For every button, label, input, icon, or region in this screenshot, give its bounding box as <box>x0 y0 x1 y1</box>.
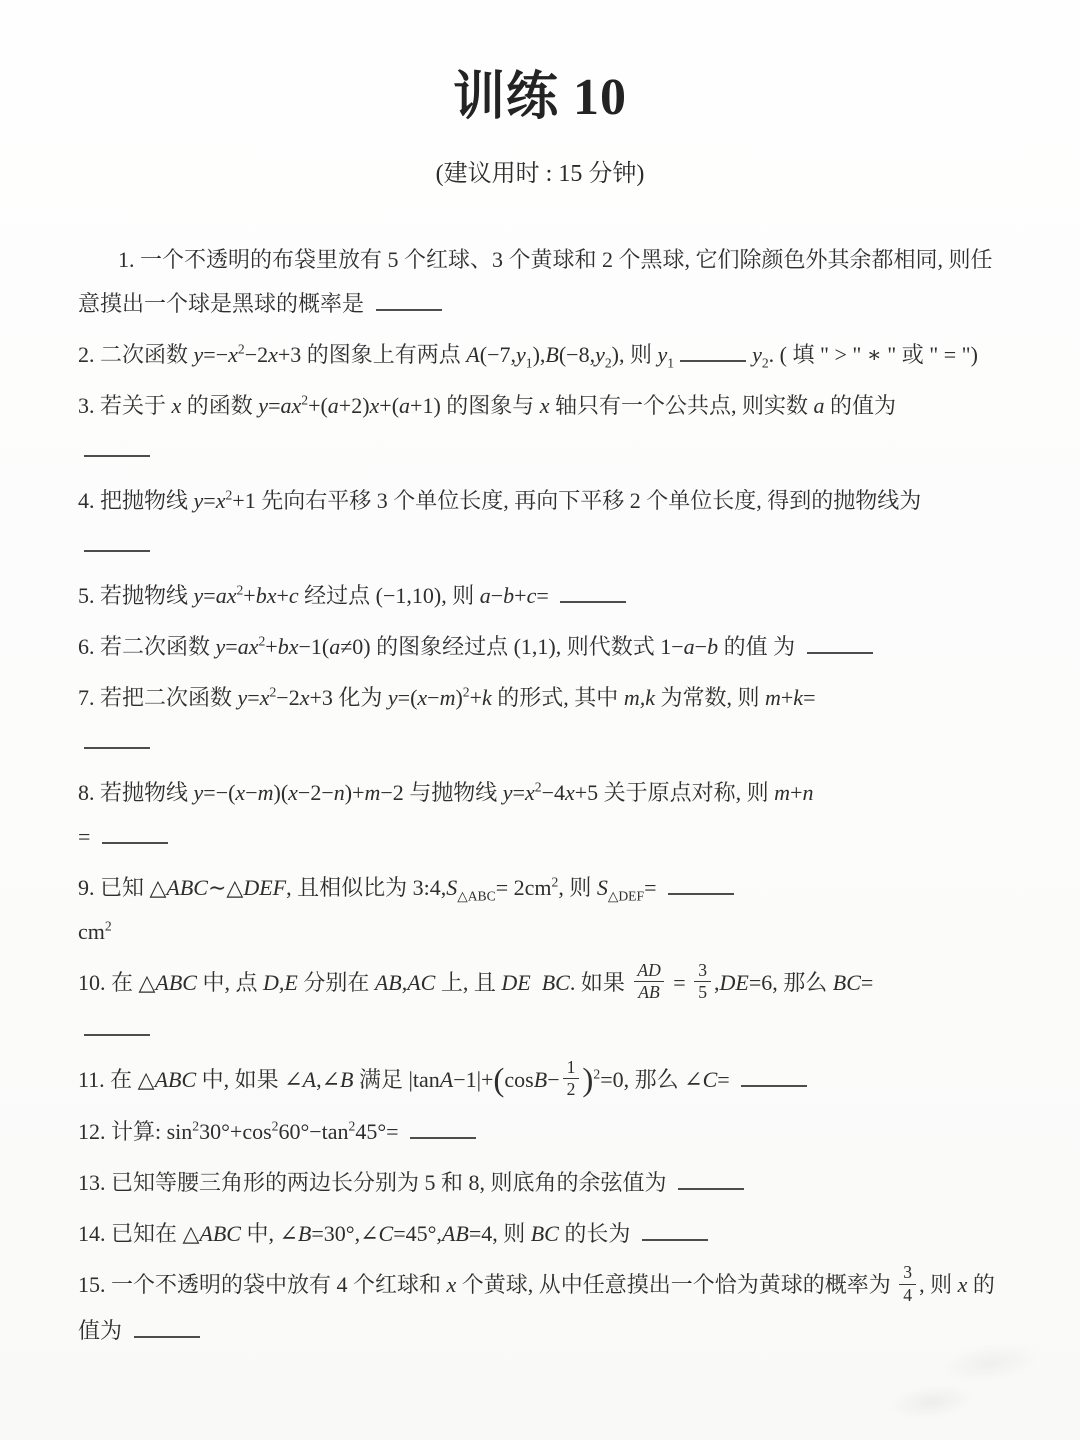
answer-blank <box>560 582 626 603</box>
text <box>531 970 542 995</box>
math-text: y <box>193 780 204 805</box>
text: 2 <box>237 341 245 357</box>
answer-blank <box>84 436 150 457</box>
question-10 <box>78 961 1002 1051</box>
math-text: A <box>466 342 480 367</box>
math-text: k <box>793 685 804 710</box>
math-text: m <box>774 780 791 805</box>
question-1 <box>78 238 1002 326</box>
questions <box>78 238 1002 1353</box>
fraction: $\frac{3}{4}$ <box>899 1262 916 1305</box>
text: 2 <box>236 582 244 598</box>
text: (−7, <box>479 342 516 367</box>
text: 15. 一个不透明的袋中放有 4 个红球和 <box>78 1272 447 1298</box>
text: −2 <box>276 685 300 710</box>
text: =4, 则 <box>468 1221 531 1247</box>
math-text: ABC <box>154 1066 197 1092</box>
text: = <box>225 634 238 659</box>
text: =30°,∠ <box>311 1221 379 1247</box>
text: − <box>694 634 708 659</box>
text: 的值为 <box>824 393 897 418</box>
math-text: m <box>439 685 456 710</box>
question-13 <box>78 1161 1002 1205</box>
text: −4 <box>541 780 565 805</box>
question-15 <box>78 1263 1002 1353</box>
text: 9. 已知 △ <box>78 875 167 900</box>
text: =0, 那么 ∠ <box>600 1066 703 1092</box>
math-text: y <box>595 342 605 367</box>
text: △ABC <box>457 888 496 904</box>
text: +3 化为 <box>309 685 388 710</box>
text: 中, 如果 ∠ <box>196 1066 303 1092</box>
answer-blank <box>642 1220 708 1241</box>
text: =45°, <box>393 1221 442 1247</box>
text: +1) 的图象与 <box>410 393 540 418</box>
math-text: y <box>515 342 526 367</box>
answer-blank <box>668 874 734 895</box>
text: =6, 那么 <box>748 970 833 995</box>
text: +( <box>379 393 400 418</box>
math-text: B <box>297 1221 312 1247</box>
math-text: ABC <box>155 970 197 995</box>
big-paren: ( <box>493 1061 505 1098</box>
math-text: y <box>215 634 226 659</box>
text: 5. 若抛物线 <box>78 583 194 608</box>
math-text: B <box>340 1066 354 1092</box>
math-text: ax <box>237 634 259 659</box>
text: 分别在 <box>297 970 375 995</box>
text: +2) <box>338 393 370 418</box>
text: ), 则 <box>611 342 658 367</box>
fraction: $\frac{AD}{AB}$ <box>633 960 664 1003</box>
math-text: k <box>482 685 492 710</box>
math-text: y <box>657 342 668 367</box>
math-text: B <box>545 342 559 367</box>
text: − <box>427 685 440 710</box>
text: −1|+ <box>453 1066 494 1092</box>
math-text: C <box>702 1066 718 1092</box>
math-text: x <box>417 685 428 710</box>
math-text: n <box>802 780 814 805</box>
math-text: b <box>503 583 515 608</box>
text: =− <box>203 342 229 367</box>
math-text: x <box>524 780 535 805</box>
text: 30°+cos <box>199 1119 272 1145</box>
text: 2 <box>462 684 470 700</box>
question-12 <box>78 1110 1002 1154</box>
math-text: b <box>707 634 719 659</box>
math-text: C <box>378 1221 394 1247</box>
page-subtitle: (建议用时 : 15 分钟) <box>435 161 645 187</box>
text: 7. 若把二次函数 <box>78 685 238 710</box>
text: 个黄球, 从中任意摸出一个恰为黄球的概率为 <box>456 1272 897 1298</box>
math-text: y <box>387 685 398 710</box>
text: , 则 <box>919 1272 958 1298</box>
text: 12. 计算: sin <box>78 1119 193 1145</box>
answer-blank <box>410 1118 476 1139</box>
question-2 <box>78 333 1002 377</box>
text: . 如果 <box>569 970 631 995</box>
text: −1( <box>298 634 330 659</box>
math-text: ax <box>215 583 237 608</box>
text: 2 <box>761 355 769 371</box>
math-text: BC <box>832 970 861 995</box>
math-text: y <box>502 780 513 805</box>
text: = <box>644 875 662 900</box>
text: 2 <box>269 684 277 700</box>
math-text: n <box>333 780 345 805</box>
text: 中, ∠ <box>240 1221 298 1247</box>
text: 的函数 <box>181 393 259 418</box>
math-text: x <box>446 1272 457 1298</box>
math-text: ABC <box>199 1221 241 1247</box>
math-text: ABC <box>166 875 208 900</box>
answer-blank <box>807 633 873 654</box>
answer-blank <box>84 1015 150 1036</box>
text: +5 关于原点对称, 则 <box>574 780 775 805</box>
math-text: DEF <box>243 875 287 900</box>
math-text: BC <box>530 1221 559 1247</box>
fraction: $\frac{3}{5}$ <box>694 960 711 1003</box>
text: + <box>276 583 289 608</box>
text: = <box>667 970 692 995</box>
text: = <box>717 1066 736 1092</box>
math-text: DE <box>719 970 749 995</box>
question-8 <box>78 771 1002 859</box>
math-text: B <box>533 1066 548 1092</box>
text: , 则 <box>558 875 597 900</box>
text: + <box>514 583 527 608</box>
math-text: x <box>268 342 278 367</box>
math-text: S <box>446 875 458 900</box>
text: = <box>268 393 281 418</box>
math-text: a <box>813 393 825 418</box>
question-9 <box>78 866 1002 954</box>
math-text: x <box>171 393 182 418</box>
text: +1 先向右平移 3 个单位长度, 再向下平移 2 个单位长度, 得到的抛物线为 <box>232 488 922 513</box>
answer-blank <box>102 823 168 844</box>
text: ), <box>532 342 546 367</box>
big-paren: ) <box>582 1061 594 1098</box>
math-text: A <box>439 1066 454 1092</box>
text: = <box>536 583 555 608</box>
question-7 <box>78 676 1002 764</box>
math-text: x <box>539 393 550 418</box>
question-14 <box>78 1212 1002 1256</box>
fraction: $\frac{1}{2}$ <box>563 1057 580 1100</box>
math-text: x <box>369 393 380 418</box>
text: 3. 若关于 <box>78 393 172 418</box>
text: 1. 一个不透明的布袋里放有 5 个红球、3 个黄球和 2 个黑球, 它们除颜色外其余都相同, 则任意摸出一个球是黑球的概率是 <box>78 247 993 316</box>
text: (−8, <box>558 342 596 367</box>
math-text: c <box>288 583 299 608</box>
text: =−( <box>203 780 236 805</box>
text: − <box>547 1066 560 1092</box>
text: cos <box>504 1066 534 1092</box>
question-11 <box>78 1058 1002 1104</box>
text: 2 <box>604 355 612 371</box>
question-3 <box>78 384 1002 472</box>
text: 2 <box>301 392 309 408</box>
text: 2. 二次函数 <box>78 342 194 367</box>
text: − <box>245 780 258 805</box>
text: 经过点 (−1,10), 则 <box>298 583 480 608</box>
text: 14. 已知在 △ <box>78 1221 200 1247</box>
text: − <box>490 583 504 608</box>
text: +3 的图象上有两点 <box>277 342 467 367</box>
text: 2 <box>551 874 559 890</box>
math-text: a <box>399 393 411 418</box>
math-text: x <box>235 780 246 805</box>
math-text: a <box>327 393 339 418</box>
text: =( <box>397 685 418 710</box>
answer-blank <box>680 341 746 362</box>
text: + <box>790 780 803 805</box>
text: = <box>803 685 816 710</box>
math-text: a <box>683 634 695 659</box>
text: −2− <box>297 780 334 805</box>
math-text: x <box>957 1272 968 1298</box>
math-text: A <box>302 1066 317 1092</box>
text: 6. 若二次函数 <box>78 634 216 659</box>
text: 2 <box>258 633 266 649</box>
text: 轴只有一个公共点, 则实数 <box>549 393 814 418</box>
math-text: m <box>364 780 381 805</box>
text: 为常数, 则 <box>654 685 765 710</box>
text: 2 <box>534 779 542 795</box>
math-text: x <box>288 780 298 805</box>
text: −2 <box>244 342 269 367</box>
text: △DEF <box>607 888 645 904</box>
text: = 2cm <box>495 875 552 900</box>
question-6 <box>78 625 1002 669</box>
text: ≠0) 的图象经过点 (1,1), 则代数式 1− <box>340 634 684 659</box>
math-text: S <box>596 875 608 900</box>
math-text: y <box>193 583 204 608</box>
text: +( <box>308 393 328 418</box>
math-text: y <box>193 342 204 367</box>
text: = <box>247 685 260 710</box>
math-text: c <box>526 583 537 608</box>
text: 的值 为 <box>718 634 801 659</box>
math-text: x <box>228 342 238 367</box>
text: = <box>860 970 874 995</box>
text: 2 <box>192 1118 200 1134</box>
text: , <box>714 970 720 995</box>
text: 10. 在 △ <box>78 970 156 995</box>
math-text: m <box>257 780 274 805</box>
math-text: x <box>564 780 575 805</box>
text: . ( 填 " > " ∗ " 或 " = ") <box>768 342 978 367</box>
answer-blank <box>84 531 150 552</box>
text: + <box>469 685 483 710</box>
text: ) <box>455 685 463 710</box>
math-text: AB,AC <box>374 970 436 995</box>
text: 2 <box>348 1118 356 1134</box>
text: 4. 把抛物线 <box>78 488 194 513</box>
math-text: bx <box>277 634 299 659</box>
question-5 <box>78 574 1002 618</box>
answer-blank <box>134 1317 200 1338</box>
text: 13. 已知等腰三角形的两边长分别为 5 和 8, 则底角的余弦值为 <box>78 1170 673 1196</box>
math-text: y <box>752 342 762 367</box>
math-text: a <box>479 583 491 608</box>
math-text: DE <box>501 970 531 995</box>
text: 2 <box>593 1066 601 1082</box>
text: 的值为 <box>78 1272 995 1343</box>
text: + <box>243 583 256 608</box>
math-text: x <box>259 685 270 710</box>
text: 11. 在 △ <box>78 1066 155 1092</box>
answer-blank <box>84 728 150 749</box>
text: )( <box>273 780 289 805</box>
text: −2 与抛物线 <box>380 780 503 805</box>
answer-blank <box>741 1066 807 1087</box>
text: 满足 |tan <box>353 1066 440 1092</box>
text: 45°= <box>355 1119 405 1145</box>
text: = <box>78 824 96 849</box>
text: 2 <box>225 487 233 503</box>
math-text: AB <box>441 1221 469 1247</box>
math-text: x <box>215 488 226 513</box>
text: = <box>512 780 525 805</box>
text: )+ <box>344 780 365 805</box>
math-text: y <box>237 685 248 710</box>
text: 1 <box>525 355 533 371</box>
text: 1 <box>667 355 675 371</box>
text: , 且相似比为 3:4, <box>286 875 447 900</box>
text: + <box>780 685 794 710</box>
text: 8. 若抛物线 <box>78 780 194 805</box>
math-text: D,E <box>263 970 298 995</box>
math-text: a <box>329 634 341 659</box>
page-title: 训练 10 <box>452 69 627 126</box>
text: 的长为 <box>558 1221 636 1247</box>
math-text: bx <box>255 583 277 608</box>
text: 上, 且 <box>435 970 502 995</box>
math-text: ax <box>280 393 302 418</box>
text: cm <box>78 919 105 944</box>
math-text: BC <box>541 970 570 995</box>
math-text: m,k <box>623 685 655 710</box>
text: + <box>265 634 278 659</box>
text: ∼△ <box>207 875 244 900</box>
text: ,∠ <box>316 1066 340 1092</box>
answer-blank <box>376 290 442 311</box>
text: 中, 点 <box>196 970 263 995</box>
math-text: x <box>299 685 310 710</box>
math-text: y <box>193 488 204 513</box>
text: 2 <box>104 918 112 934</box>
text: 的形式, 其中 <box>491 685 624 710</box>
answer-blank <box>678 1169 744 1190</box>
text: 2 <box>271 1118 279 1134</box>
text: = <box>203 488 216 513</box>
math-text: y <box>258 393 269 418</box>
text: 60°−tan <box>278 1119 349 1145</box>
text: = <box>203 583 216 608</box>
question-4 <box>78 479 1002 567</box>
math-text: m <box>764 685 781 710</box>
